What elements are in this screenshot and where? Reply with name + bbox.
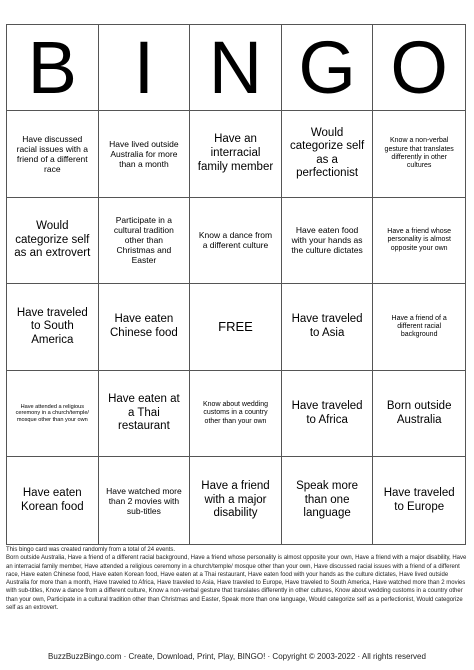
bingo-cell: Have a friend of a different racial background	[373, 284, 465, 371]
bingo-cell: Have traveled to Asia	[282, 284, 374, 371]
bingo-cell: Know about wedding customs in a country other than your own	[190, 371, 282, 458]
event-list: Born outside Australia, Have a friend of a different racial background, Have a friend whose personality is almost opposite your own, Have a friend with a major disability, Have an interracial family member, Have attended a religious ceremony in a church/temple/ mosque other than your own, Have discussed racial issues with a friend of a different race, Have eaten Chinese food, Have eaten Korean food, Have eaten at a Thai restaurant, Have eaten food with your hands as the culture dictates, Have lived outside Australia for more than a month, Have traveled to Africa, Have traveled to Asia, Have traveled to Europe, Have traveled to South America, Have watched more than 2 movies with sub-titles, Know a dance from a different culture, Know a non-verbal gesture that translates differently in other cultures, Know about wedding customs in a country other than your own, Participate in a cultural tradition other than Christmas and Easter, Speak more than one language, Would categorize self as a perfectionist, Would categorize self as an extrovert.	[6, 555, 467, 611]
header-letter-b: B	[7, 25, 99, 111]
bingo-cell: Have discussed racial issues with a friend of a different race	[7, 111, 99, 198]
header-letter-n: N	[190, 25, 282, 111]
bingo-cell: Have eaten food with your hands as the culture dictates	[282, 198, 374, 285]
bingo-cell: Have eaten Chinese food	[99, 284, 191, 371]
site-credit: BuzzBuzzBingo.com · Create, Download, Print, Play, BINGO! · Copyright © 2003-2022 · All rights reserved	[48, 652, 426, 661]
bingo-card	[6, 24, 466, 545]
bingo-cell: Know a dance from a different culture	[190, 198, 282, 285]
bingo-cell: Have watched more than 2 movies with sub-titles	[99, 457, 191, 544]
bingo-cell: Have a friend whose personality is almost opposite your own	[373, 198, 465, 285]
bingo-cell: Participate in a cultural tradition other than Christmas and Easter	[99, 198, 191, 285]
bingo-cell: Have traveled to Africa	[282, 371, 374, 458]
header-letter-g: G	[282, 25, 374, 111]
header-letter-o: O	[373, 25, 465, 111]
bingo-cell: Would categorize self as a perfectionist	[282, 111, 374, 198]
bingo-cell: Have a friend with a major disability	[190, 457, 282, 544]
bingo-cell: Would categorize self as an extrovert	[7, 198, 99, 285]
bingo-cell: Know a non-verbal gesture that translates differently in other cultures	[373, 111, 465, 198]
bingo-cell: Have eaten at a Thai restaurant	[99, 371, 191, 458]
bingo-cell: Have traveled to South America	[7, 284, 99, 371]
bingo-cell: Have traveled to Europe	[383, 487, 455, 513]
bingo-cell: Have an interracial family member	[190, 111, 282, 198]
free-space: FREE	[190, 284, 282, 371]
bingo-cell: Speak more than one language	[282, 457, 374, 544]
bingo-cell: Born outside Australia	[373, 371, 465, 458]
event-description	[6, 546, 468, 612]
event-intro: This bingo card was created randomly from a total of 24 events.	[6, 547, 176, 553]
header-letter-i: I	[99, 25, 191, 111]
bingo-cell: Have attended a religious ceremony in a church/temple/ mosque other than your own	[7, 371, 99, 458]
bingo-cell: Have eaten Korean food	[7, 457, 99, 544]
bingo-cell: Have lived outside Australia for more than a month	[99, 111, 191, 198]
